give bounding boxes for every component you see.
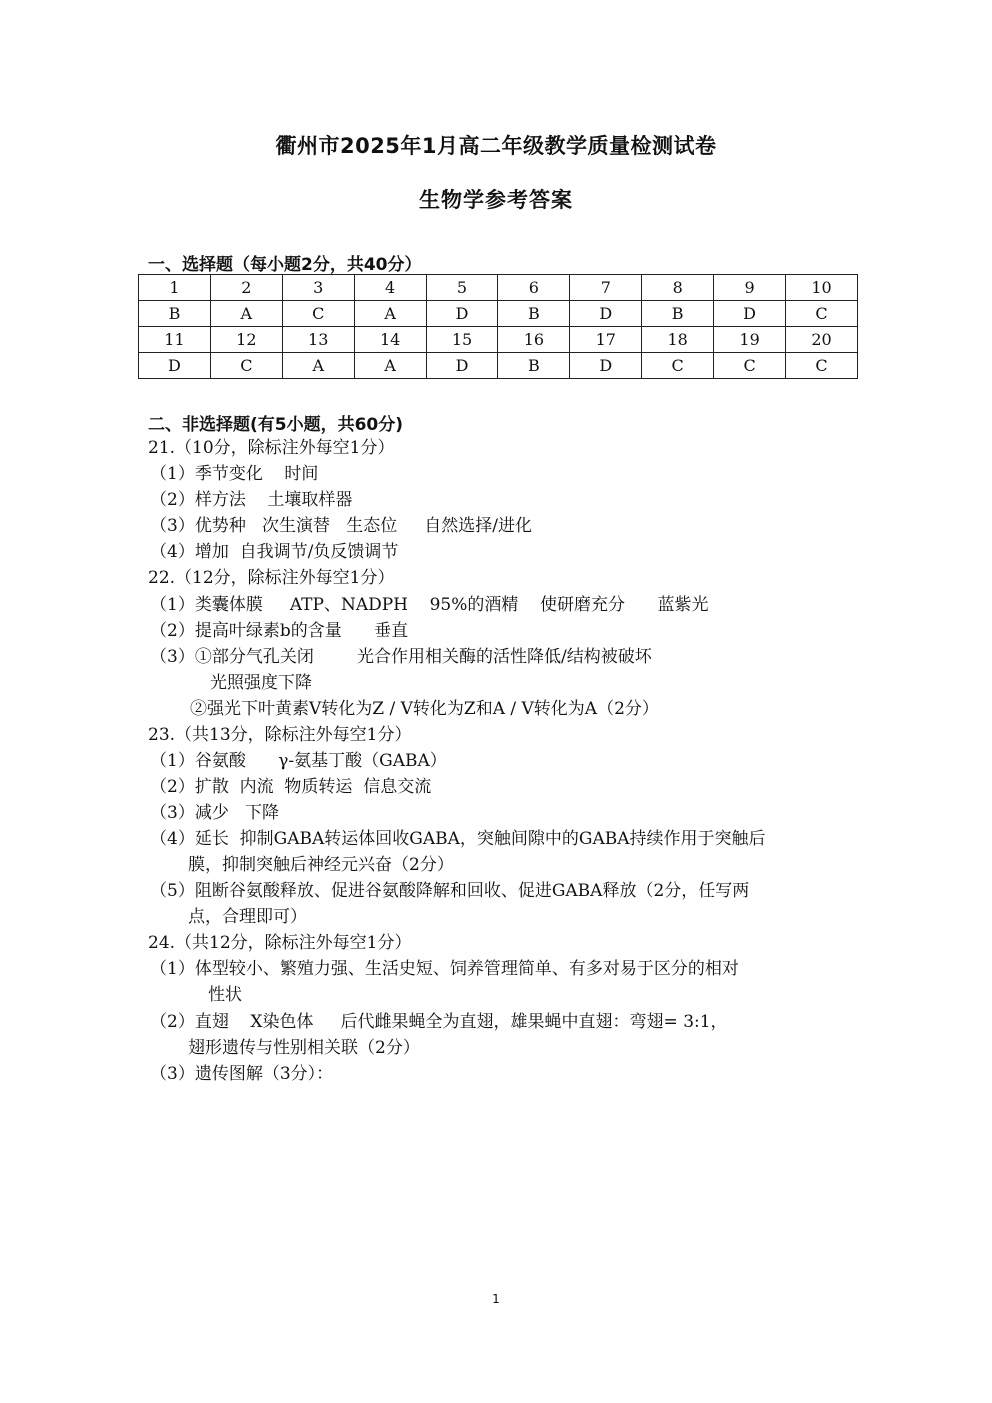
table-cell: 17 [570, 327, 642, 353]
table-cell: 4 [354, 275, 426, 301]
answer-line: （2）直翅 X染色体 后代雌果蝇全为直翅，雄果蝇中直翅：弯翅= 3:1， [150, 1012, 728, 1032]
table-cell: 6 [498, 275, 570, 301]
answer-table [138, 274, 858, 379]
table-cell: A [210, 301, 282, 327]
table-cell: 14 [354, 327, 426, 353]
table-cell: C [210, 353, 282, 379]
table-row [139, 301, 858, 327]
document-title: 衢州市2025年1月高二年级教学质量检测试卷 [275, 134, 717, 158]
table-cell: 9 [714, 275, 786, 301]
table-cell: C [786, 301, 858, 327]
answer-line: （1）类囊体膜 ATP、NADPH 95%的酒精 使研磨充分 蓝紫光 [150, 595, 709, 615]
answer-line-continued: 光照强度下降 [210, 673, 312, 693]
table-row [139, 275, 858, 301]
table-cell: D [714, 301, 786, 327]
table-cell: B [139, 301, 211, 327]
table-cell: 7 [570, 275, 642, 301]
table-cell: 16 [498, 327, 570, 353]
table-cell: 15 [426, 327, 498, 353]
table-cell: C [642, 353, 714, 379]
table-cell: B [642, 301, 714, 327]
answer-line: ②强光下叶黄素V转化为Z / V转化为Z和A / V转化为A（2分） [190, 699, 659, 719]
answer-line: （2）扩散 内流 物质转运 信息交流 [150, 777, 432, 797]
table-row [139, 327, 858, 353]
table-cell: C [282, 301, 354, 327]
answer-line-continued: 膜，抑制突触后神经元兴奋（2分） [188, 855, 454, 875]
section-nonchoice-heading: 二、非选择题(有5小题，共60分) [148, 415, 404, 435]
table-row [139, 353, 858, 379]
table-cell: 3 [282, 275, 354, 301]
document-subtitle: 生物学参考答案 [419, 188, 573, 212]
table-cell: 8 [642, 275, 714, 301]
table-cell: 12 [210, 327, 282, 353]
answer-line: （1）季节变化 时间 [150, 464, 319, 484]
answer-line: （1）体型较小、繁殖力强、生活史短、饲养管理简单、有多对易于区分的相对 [150, 959, 739, 979]
table-cell: B [498, 353, 570, 379]
answer-line: （4）增加 自我调节/负反馈调节 [150, 542, 399, 562]
table-cell: 19 [714, 327, 786, 353]
table-cell: A [354, 301, 426, 327]
table-cell: D [426, 353, 498, 379]
table-cell: 5 [426, 275, 498, 301]
section-choice-heading: 一、选择题（每小题2分，共40分） [148, 255, 422, 275]
answer-line: （5）阻断谷氨酸释放、促进谷氨酸降解和回收、促进GABA释放（2分，任写两 [150, 881, 750, 901]
table-cell: 13 [282, 327, 354, 353]
question-22-header: 22.（12分，除标注外每空1分） [148, 568, 395, 588]
table-cell: 2 [210, 275, 282, 301]
answer-line: （3）减少 下降 [150, 803, 280, 823]
table-cell: 18 [642, 327, 714, 353]
question-23-header: 23.（共13分，除标注外每空1分） [148, 725, 412, 745]
answer-line-continued: 点，合理即可） [188, 907, 307, 927]
table-cell: 11 [139, 327, 211, 353]
table-cell: C [786, 353, 858, 379]
answer-line: （3）①部分气孔关闭 光合作用相关酶的活性降低/结构被破坏 [150, 647, 652, 667]
table-cell: D [426, 301, 498, 327]
answer-line-continued: 性状 [208, 985, 242, 1005]
table-cell: 20 [786, 327, 858, 353]
table-cell: 10 [786, 275, 858, 301]
answer-line: （4）延长 抑制GABA转运体回收GABA，突触间隙中的GABA持续作用于突触后 [150, 829, 766, 849]
question-21-header: 21.（10分，除标注外每空1分） [148, 438, 395, 458]
answer-line: （3）优势种 次生演替 生态位 自然选择/进化 [150, 516, 532, 536]
table-cell: D [139, 353, 211, 379]
answer-line: （2）提高叶绿素b的含量 垂直 [150, 621, 409, 641]
table-cell: D [570, 353, 642, 379]
table-cell: C [714, 353, 786, 379]
answer-line-continued: 翅形遗传与性别相关联（2分） [188, 1038, 420, 1058]
table-cell: A [282, 353, 354, 379]
table-cell: A [354, 353, 426, 379]
table-cell: 1 [139, 275, 211, 301]
question-24-header: 24.（共12分，除标注外每空1分） [148, 933, 412, 953]
page-number: 1 [492, 1292, 500, 1306]
answer-line: （3）遗传图解（3分）： [150, 1064, 334, 1084]
table-cell: D [570, 301, 642, 327]
table-cell: B [498, 301, 570, 327]
answer-line: （1）谷氨酸 γ-氨基丁酸（GABA） [150, 751, 447, 771]
answer-line: （2）样方法 土壤取样器 [150, 490, 353, 510]
